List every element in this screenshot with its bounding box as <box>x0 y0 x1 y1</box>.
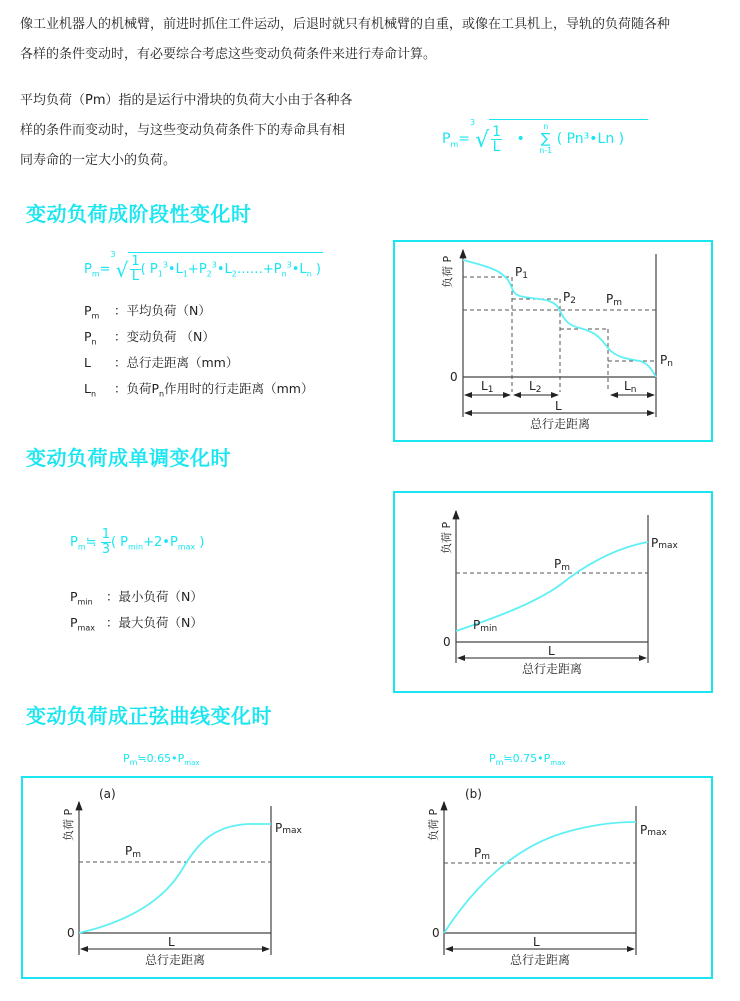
pmin-label: Pmin <box>473 618 498 634</box>
origin-label: 0 <box>450 370 458 384</box>
fraction <box>491 125 502 154</box>
formula-lhs: P <box>489 752 496 765</box>
sinusoidal-diagram-box <box>21 776 713 979</box>
frac-den: L <box>131 269 140 284</box>
formula-lhs-sub: m <box>129 758 138 768</box>
min-sub: min <box>128 542 144 552</box>
legend-desc: ：最小负荷（N） <box>106 589 203 604</box>
diagram-b <box>426 787 668 967</box>
legend-sub: n <box>91 337 97 347</box>
l-total-label: L <box>548 644 555 658</box>
sup-1: 3 <box>162 260 168 270</box>
frac-num: 1 <box>131 254 140 269</box>
legend-symbol: P <box>84 329 92 344</box>
ln-label: Ln <box>624 379 637 395</box>
formula-mid: +2•P <box>143 535 178 550</box>
radicand <box>489 119 648 156</box>
legend-row <box>84 324 313 350</box>
x-axis-label: 总行走距离 <box>509 953 571 967</box>
definition-line-2: 样的条件而变动时，与这些变动负荷条件下的寿命具有相 <box>20 123 346 138</box>
origin-label: 0 <box>443 635 451 649</box>
intro-line-1: 像工业机器人的机械臂，前进时抓住工件运动，后退时就只有机械臂的自重，或像在工具机上，导轨的负荷随各种 <box>20 17 671 32</box>
legend-row <box>84 298 313 324</box>
sub-nb: n <box>306 269 312 279</box>
term-5: •L <box>291 262 307 277</box>
section3-formula-a <box>123 752 200 767</box>
section1-formula <box>84 250 323 284</box>
sub-2: 2 <box>206 269 212 279</box>
term-2: +P <box>187 262 207 277</box>
monotonic-diagram-box <box>393 491 713 693</box>
term-4: ……+P <box>236 262 282 277</box>
formula-dot: • <box>516 131 525 147</box>
sum-symbol: ∑ <box>541 131 551 147</box>
radical-sign: √ <box>475 128 490 153</box>
legend-symbol: L <box>84 381 91 396</box>
p2-label: P2 <box>563 290 576 306</box>
formula-lhs-sub: m <box>450 139 459 149</box>
section1-legend <box>84 298 313 402</box>
y-axis-label: 负荷 P <box>62 808 75 841</box>
formula-close: ) <box>195 535 205 550</box>
legend-sub: max <box>77 623 95 633</box>
section2-formula <box>70 528 204 557</box>
l-total-label: L <box>168 935 175 949</box>
radicand <box>128 252 323 284</box>
load-curve <box>79 824 271 933</box>
formula-lhs-sub: m <box>495 758 504 768</box>
legend-desc: 作用时的行走距离（mm） <box>164 381 314 396</box>
formula-rhs: ≒0.65•P <box>137 752 185 765</box>
origin-label: 0 <box>67 926 75 940</box>
legend-desc-pre: ：负荷P <box>114 381 160 396</box>
term-1: •L <box>167 262 183 277</box>
legend-symbol: P <box>70 615 78 630</box>
root-index: 3 <box>110 250 116 259</box>
step-guides <box>463 277 656 392</box>
stepwise-diagram <box>395 242 711 440</box>
section3-heading: 变动负荷成正弦曲线变化时 <box>26 704 272 728</box>
legend-desc: ：平均负荷（N） <box>114 303 211 318</box>
definition-paragraph <box>20 86 400 176</box>
formula-lhs: P <box>70 535 78 550</box>
y-axis-label: 负荷 P <box>427 808 440 841</box>
intro-line-2: 各样的条件变动时，有必要综合考虑这些变动负荷条件来进行寿命计算。 <box>20 47 437 62</box>
pmax-label: Pmax <box>275 821 302 836</box>
sup-2: 3 <box>211 260 217 270</box>
frac-num: 1 <box>492 123 502 140</box>
p1-label: P1 <box>515 265 528 281</box>
pm-label: Pm <box>125 844 142 860</box>
fraction <box>101 528 111 557</box>
diagram-a-label: (a) <box>99 787 116 801</box>
max-sub: max <box>177 542 196 552</box>
frac-den: 3 <box>101 542 110 557</box>
legend-symbol: L <box>84 355 91 370</box>
sum-top: n <box>543 122 549 131</box>
formula-rhs: ≒0.75•P <box>503 752 551 765</box>
legend-sub: m <box>91 311 100 321</box>
sum <box>539 122 552 156</box>
y-axis-label: 负荷 P <box>441 255 454 288</box>
legend-desc: ：最大负荷（N） <box>106 615 203 630</box>
sum-bottom: n-1 <box>539 146 553 155</box>
l1-label: L1 <box>481 379 494 395</box>
definition-line-3: 同寿命的一定大小的负荷。 <box>20 153 177 168</box>
frac-num: 1 <box>101 527 110 542</box>
load-curve <box>456 542 648 631</box>
sub-n: n <box>281 269 287 279</box>
formula-body: ( Pn³•Ln ) <box>556 131 625 147</box>
pm-label: Pm <box>554 557 571 573</box>
section2-legend <box>70 584 203 636</box>
stepwise-diagram-box <box>393 240 713 442</box>
load-curve <box>444 822 636 933</box>
origin-label: 0 <box>432 926 440 940</box>
x-axis-label: 总行走距离 <box>144 953 206 967</box>
formula-eq: = <box>458 131 470 147</box>
pmax-label: Pmax <box>640 823 667 838</box>
pmax-label: Pmax <box>651 536 678 551</box>
formula-lhs: P <box>123 752 130 765</box>
legend-row <box>84 350 313 376</box>
l2-label: L2 <box>529 379 542 395</box>
formula-lhs: P <box>442 131 451 147</box>
fraction <box>130 255 140 284</box>
formula-rhs-sub: max <box>184 759 200 768</box>
intro-paragraph <box>20 10 730 70</box>
legend-sub: min <box>77 597 93 607</box>
body-close: ) <box>311 262 321 277</box>
root-index: 3 <box>469 118 476 127</box>
sub-2b: 2 <box>231 269 237 279</box>
x-axis-label: 总行走距离 <box>529 417 591 431</box>
formula-approx: ≒ <box>85 535 97 550</box>
section3-formula-b <box>489 752 566 767</box>
formula-open: ( P <box>110 535 129 550</box>
frac-den: L <box>492 138 501 155</box>
sub-1: 1 <box>157 269 163 279</box>
definition-line-1: 平均负荷（Pm）指的是运行中滑块的负荷大小由于各种各 <box>20 93 353 108</box>
body-open: ( P <box>140 262 158 277</box>
legend-symbol: P <box>70 589 78 604</box>
general-formula <box>442 118 648 156</box>
diagram-a <box>61 787 303 967</box>
legend-desc: ：变动负荷 （N） <box>114 329 215 344</box>
formula-lhs-sub: m <box>77 542 86 552</box>
legend-row <box>70 610 203 636</box>
formula-eq: = <box>99 262 111 277</box>
legend-row <box>84 376 313 402</box>
section1-heading: 变动负荷成阶段性变化时 <box>26 202 252 226</box>
section2-heading: 变动负荷成单调变化时 <box>26 446 231 470</box>
legend-row <box>70 584 203 610</box>
legend-desc-sub: n <box>159 389 165 399</box>
pm-label: Pm <box>474 846 491 862</box>
l-total-label: L <box>533 935 540 949</box>
l-total-label: L <box>555 399 562 413</box>
formula-rhs-sub: max <box>550 759 566 768</box>
formula-lhs-sub: m <box>91 269 100 279</box>
legend-sub: n <box>90 389 97 399</box>
load-curve <box>463 260 656 377</box>
legend-symbol: P <box>84 303 92 318</box>
formula-lhs: P <box>84 262 92 277</box>
pm-label: Pm <box>606 292 623 308</box>
x-axis-label: 总行走距离 <box>521 662 583 676</box>
diagram-b-label: (b) <box>465 787 482 801</box>
y-axis-label: 负荷 P <box>440 521 453 554</box>
monotonic-diagram <box>395 493 711 691</box>
term-3: •L <box>216 262 232 277</box>
radical-sign: √ <box>115 258 129 282</box>
sub-1b: 1 <box>182 269 188 279</box>
pn-label: Pn <box>660 353 673 369</box>
sup-n: 3 <box>286 260 292 270</box>
sinusoidal-diagrams <box>23 778 711 977</box>
legend-desc: ：总行走距离（mm） <box>114 355 239 370</box>
